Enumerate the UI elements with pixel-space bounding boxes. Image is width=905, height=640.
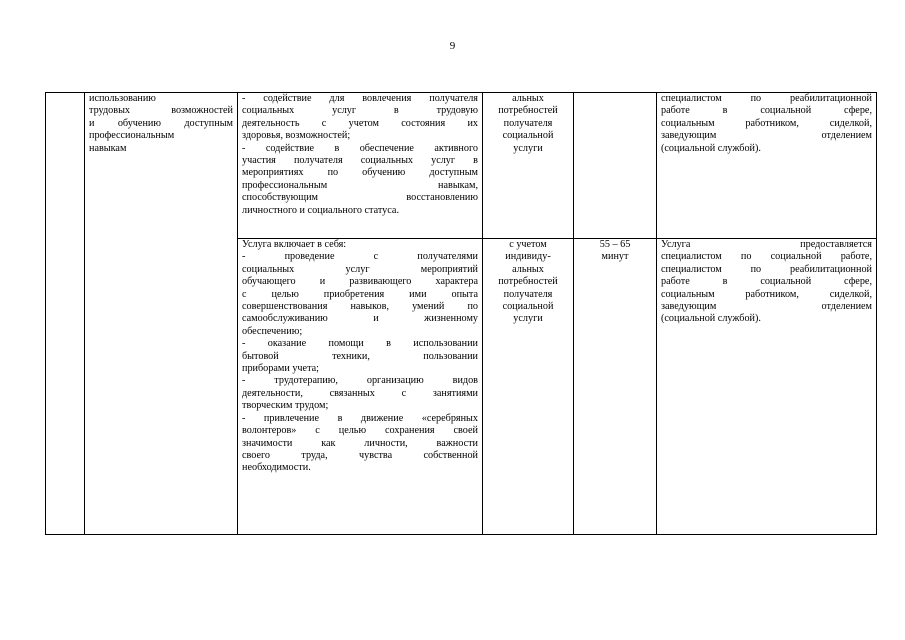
description-line: значимости как личности, важности xyxy=(242,437,478,449)
service-description-cell xyxy=(238,239,483,535)
description-line: творческим трудом; xyxy=(242,400,329,412)
description-line: здоровья, возможностей; xyxy=(242,130,351,142)
service-name-line: и обучению доступным xyxy=(89,117,233,129)
duration-line: 55 – 65 xyxy=(599,239,631,250)
duration-line: минут xyxy=(601,251,629,263)
provider-line: социальным работником, сиделкой, xyxy=(661,117,872,129)
service-provider-cell xyxy=(657,239,877,535)
terms-line: получателя xyxy=(503,288,553,300)
description-line: участия получателя социальных услуг в xyxy=(242,155,478,167)
description-line: - содействие для вовлечения получателя xyxy=(242,93,478,104)
description-line: мероприятиях по обучению доступным xyxy=(242,167,478,179)
service-name-line: использованию xyxy=(89,93,156,104)
description-line: с целью приобретения ими опыта xyxy=(242,288,478,300)
row-number-cell xyxy=(46,239,85,535)
description-line: приборами учета; xyxy=(242,363,320,375)
service-duration-cell xyxy=(574,239,657,535)
provider-line: социальным работником, сиделкой, xyxy=(661,288,872,300)
description-line: социальных услуг мероприятий xyxy=(242,263,478,275)
description-line: обеспечению; xyxy=(242,325,303,337)
terms-line: альных xyxy=(512,93,544,104)
terms-line: услуги xyxy=(513,142,543,154)
description-line: - трудотерапию, организацию видов xyxy=(242,375,478,387)
terms-line: с учетом xyxy=(509,239,547,250)
description-line: личностного и социального статуса. xyxy=(242,204,399,216)
page-number: 9 xyxy=(449,40,456,52)
service-terms-cell xyxy=(483,239,574,535)
description-line: волонтеров» с целью сохранения своей xyxy=(242,425,478,437)
provider-line: специалистом по реабилитационной xyxy=(661,263,872,275)
table-row xyxy=(46,93,877,239)
provider-line: (социальной службой). xyxy=(661,313,761,325)
terms-line: социальной xyxy=(502,301,554,313)
terms-line: социальной xyxy=(502,130,554,142)
service-name-line: трудовых возможностей xyxy=(89,105,233,117)
description-line: бытовой техники, пользовании xyxy=(242,350,478,362)
service-name-cell xyxy=(85,93,238,239)
description-line: социальных услуг в трудовую xyxy=(242,105,478,117)
service-description-cell xyxy=(238,93,483,239)
service-name-line: профессиональным xyxy=(89,130,175,142)
service-terms-cell xyxy=(483,93,574,239)
terms-line: услуги xyxy=(513,313,543,325)
provider-line: работе в социальной сфере, xyxy=(661,105,872,117)
provider-line: (социальной службой). xyxy=(661,142,761,154)
description-line: - содействие в обеспечение активного xyxy=(242,142,478,154)
provider-line: специалистом по реабилитационной xyxy=(661,93,872,104)
description-line: - привлечение в движение «серебряных xyxy=(242,412,478,424)
description-line: - оказание помощи в использовании xyxy=(242,338,478,350)
provider-line: специалистом по социальной работе, xyxy=(661,251,872,263)
service-name-cell xyxy=(85,239,238,535)
description-line: обучающего и развивающего характера xyxy=(242,276,478,288)
terms-line: потребностей xyxy=(498,105,558,117)
provider-line: заведующим отделением xyxy=(661,301,872,313)
description-line: профессиональным навыкам, xyxy=(242,179,478,191)
service-provider-cell xyxy=(657,93,877,239)
table-row xyxy=(46,239,877,535)
terms-line: индивиду- xyxy=(505,251,551,263)
row-number-cell xyxy=(46,93,85,239)
description-line: совершенствования навыков, умений по xyxy=(242,301,478,313)
provider-line: Услуга предоставляется xyxy=(661,239,872,250)
description-line: самообслуживанию и жизненному xyxy=(242,313,478,325)
service-name-line: навыкам xyxy=(89,142,127,154)
description-line: деятельности, связанных с занятиями xyxy=(242,387,478,399)
description-line: способствующим восстановлению xyxy=(242,192,478,204)
description-line: своего труда, чувства собственной xyxy=(242,449,478,461)
terms-line: потребностей xyxy=(498,276,558,288)
description-line: Услуга включает в себя: xyxy=(242,239,347,250)
description-line: деятельность с учетом состояния их xyxy=(242,117,478,129)
description-line: необходимости. xyxy=(242,462,311,474)
description-line: - проведение с получателями xyxy=(242,251,478,263)
service-duration-cell xyxy=(574,93,657,239)
terms-line: получателя xyxy=(503,117,553,129)
provider-line: заведующим отделением xyxy=(661,130,872,142)
services-table xyxy=(45,92,877,535)
provider-line: работе в социальной сфере, xyxy=(661,276,872,288)
terms-line: альных xyxy=(512,263,544,275)
